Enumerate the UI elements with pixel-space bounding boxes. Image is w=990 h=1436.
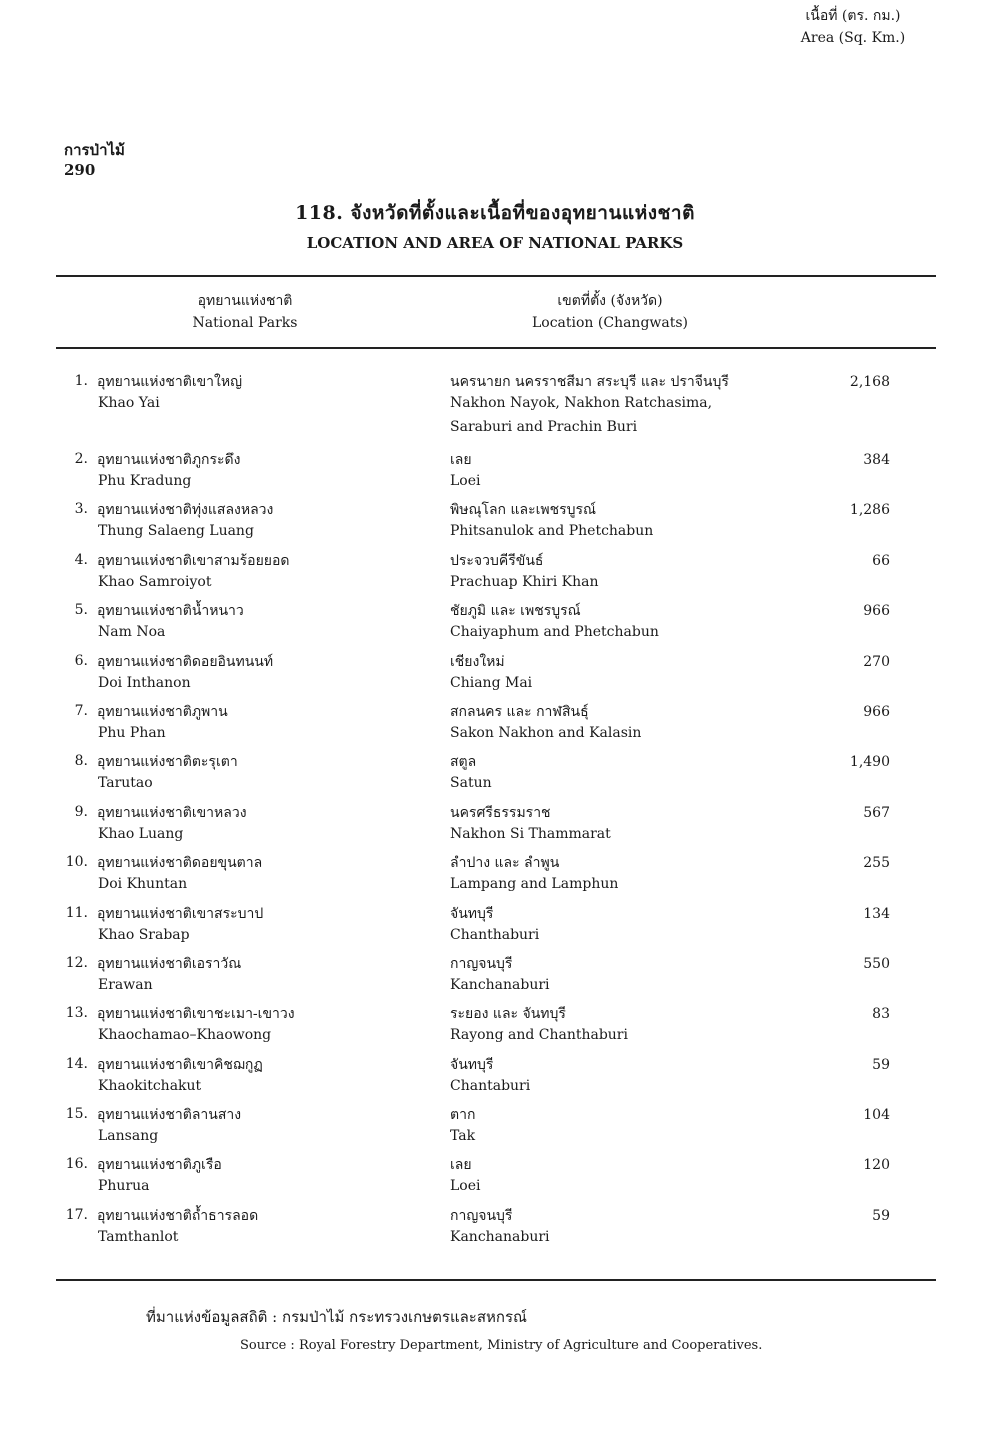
location-english: Phitsanulok and Phetchabun — [450, 523, 654, 540]
location-english: Chantaburi — [450, 1077, 531, 1094]
park-name-english: Khao Yai — [98, 395, 160, 411]
row-number: 13. — [65, 1005, 88, 1022]
area-value: 966 — [863, 703, 890, 720]
area-value: 1,286 — [849, 502, 890, 519]
row-number: 10. — [65, 854, 88, 871]
location-thai: ตาก — [450, 1107, 476, 1124]
area-value: 134 — [863, 905, 890, 922]
location-thai: กาญจนบุรี — [450, 1207, 513, 1224]
park-name-thai: อุทยานแห่งชาติภูพาน — [97, 703, 228, 720]
location-english: Kanchanaburi — [450, 1228, 550, 1245]
park-name-english: Khao Srabap — [98, 926, 190, 943]
location-thai: นครศรีธรรมราช — [450, 804, 551, 821]
location-thai: พิษณุโลก และเพชรบูรณ์ — [450, 502, 597, 519]
table-row — [0, 1001, 990, 1051]
row-number: 15. — [65, 1106, 88, 1123]
park-name-english: Khaochamao–Khaowong — [98, 1027, 272, 1044]
location-english: Rayong and Chanthaburi — [450, 1027, 628, 1044]
location-english: Prachuap Khiri Khan — [450, 573, 599, 590]
source-note-english: Source : Royal Forestry Department, Ministry of Agriculture and Cooperatives. — [240, 1338, 763, 1353]
row-number: 12. — [65, 954, 88, 971]
column-header-location-thai: เขตที่ตั้ง (จังหวัด) — [557, 293, 663, 309]
park-name-english: Khaokitchakut — [98, 1077, 202, 1094]
park-name-thai: อุทยานแห่งชาติดอยอินทนนท์ — [97, 653, 274, 670]
table-row — [0, 497, 990, 547]
table-header-rule — [56, 347, 936, 349]
location-thai: เลย — [450, 1157, 472, 1174]
park-name-english: Khao Luang — [98, 825, 184, 842]
park-name-thai: อุทยานแห่งชาติภูเรือ — [97, 1157, 222, 1174]
location-thai: สกลนคร และ กาฬสินธุ์ — [450, 703, 589, 720]
area-value: 384 — [863, 452, 890, 468]
location-english: Tak — [450, 1128, 476, 1145]
row-number: 7. — [74, 702, 88, 719]
area-value: 270 — [863, 653, 890, 670]
location-english: Chanthaburi — [450, 926, 540, 943]
column-header-parks-thai: อุทยานแห่งชาติ — [197, 293, 293, 309]
area-value: 2,168 — [849, 374, 890, 390]
park-name-english: Tarutao — [98, 775, 153, 792]
location-thai: เลย — [450, 452, 472, 468]
column-header-location-english: Location (Changwats) — [531, 315, 689, 331]
table-row — [0, 800, 990, 850]
area-value: 1,490 — [849, 754, 890, 771]
location-thai: ลำปาง และ ลำพูน — [450, 855, 560, 872]
row-number: 14. — [65, 1055, 88, 1072]
area-value: 966 — [863, 603, 890, 620]
park-name-thai: อุทยานแห่งชาติเขาสระบาป — [97, 905, 264, 922]
table-bottom-rule — [56, 1279, 936, 1281]
location-thai: จันทบุรี — [450, 1056, 494, 1073]
location-english: Nakhon Nayok, Nakhon Ratchasima, — [450, 395, 713, 411]
park-name-thai: อุทยานแห่งชาติถ้ำธารลอด — [97, 1207, 259, 1224]
location-english-continued: Saraburi and Prachin Buri — [450, 419, 638, 435]
area-value: 104 — [863, 1107, 890, 1124]
park-name-english: Lansang — [98, 1128, 159, 1145]
park-name-thai: อุทยานแห่งชาติตะรุเตา — [97, 754, 238, 771]
location-english: Loei — [450, 1178, 481, 1195]
table-row — [0, 598, 990, 648]
location-english: Chiang Mai — [450, 674, 533, 691]
table-row — [0, 447, 990, 497]
location-thai: จันทบุรี — [450, 905, 494, 922]
area-value: 567 — [863, 804, 890, 821]
park-name-thai: อุทยานแห่งชาติน้ำหนาว — [97, 603, 244, 620]
location-english: Satun — [450, 775, 492, 792]
row-number: 1. — [74, 373, 88, 389]
page-number: 290 — [64, 161, 96, 179]
table-row — [0, 850, 990, 900]
location-thai: ระยอง และ จันทบุรี — [450, 1006, 566, 1023]
table-row — [0, 1152, 990, 1202]
park-name-thai: อุทยานแห่งชาติเขาใหญ่ — [97, 374, 243, 390]
table-title-thai: 118. จังหวัดที่ตั้งและเนื้อที่ของอุทยานแห่งชาติ — [295, 202, 695, 224]
table-row — [0, 901, 990, 951]
park-name-thai: อุทยานแห่งชาติภูกระดึง — [97, 452, 241, 468]
park-name-english: Doi Khuntan — [98, 876, 188, 893]
park-name-english: Doi Inthanon — [98, 674, 191, 691]
park-name-thai: อุทยานแห่งชาติทุ่งแสลงหลวง — [97, 502, 274, 519]
table-top-rule — [56, 275, 936, 277]
park-name-english: Khao Samroiyot — [98, 573, 212, 590]
table-row — [0, 1102, 990, 1152]
source-note-thai: ที่มาแห่งข้อมูลสถิติ : กรมป่าไม้ กระทรวงเกษตรและสหกรณ์ — [146, 1308, 527, 1326]
park-name-english: Nam Noa — [98, 624, 166, 641]
column-header-location — [490, 290, 730, 334]
park-name-thai: อุทยานแห่งชาติเขาคิชฌกูฏ — [97, 1056, 263, 1073]
row-number: 3. — [74, 501, 88, 518]
location-english: Chaiyaphum and Phetchabun — [450, 624, 659, 641]
location-english: Loei — [450, 473, 481, 489]
table-row — [0, 1052, 990, 1102]
park-name-thai: อุทยานแห่งชาติลานสาง — [97, 1107, 242, 1124]
column-header-area-thai: เนื้อที่ (ตร. กม.) — [805, 8, 901, 24]
row-number: 8. — [74, 753, 88, 770]
area-value: 83 — [872, 1006, 890, 1023]
park-name-english: Thung Salaeng Luang — [98, 523, 254, 540]
area-value: 59 — [872, 1056, 890, 1073]
column-header-area-english: Area (Sq. Km.) — [800, 30, 906, 46]
row-number: 16. — [65, 1156, 88, 1173]
row-number: 2. — [74, 451, 88, 467]
location-thai: ชัยภูมิ และ เพชรบูรณ์ — [450, 603, 581, 620]
table-row — [0, 369, 990, 447]
location-thai: เชียงใหม่ — [450, 653, 505, 670]
park-name-thai: อุทยานแห่งชาติดอยขุนตาล — [97, 855, 263, 872]
section-label: การป่าไม้ — [64, 141, 125, 159]
location-thai: ประจวบคีรีขันธ์ — [450, 552, 544, 569]
table-title-english: LOCATION AND AREA OF NATIONAL PARKS — [306, 234, 684, 252]
park-name-thai: อุทยานแห่งชาติเขาสามร้อยยอด — [97, 552, 290, 569]
table-row — [0, 1203, 990, 1253]
park-name-english: Erawan — [98, 976, 153, 993]
row-number: 17. — [65, 1206, 88, 1223]
park-name-english: Phu Phan — [98, 724, 166, 741]
park-name-english: Phu Kradung — [98, 473, 192, 489]
park-name-english: Tamthanlot — [98, 1228, 179, 1245]
area-value: 59 — [872, 1207, 890, 1224]
table-body — [0, 369, 990, 1253]
table-row — [0, 699, 990, 749]
column-header-parks — [160, 290, 330, 334]
table-row — [0, 649, 990, 699]
park-name-thai: อุทยานแห่งชาติเอราวัณ — [97, 955, 242, 972]
park-name-thai: อุทยานแห่งชาติเขาชะเมา-เขาวง — [97, 1006, 295, 1023]
location-thai: สตูล — [450, 754, 477, 771]
location-english: Kanchanaburi — [450, 976, 550, 993]
table-row — [0, 951, 990, 1001]
table-row — [0, 749, 990, 799]
area-value: 255 — [863, 855, 890, 872]
column-header-area — [778, 5, 928, 49]
area-value: 550 — [863, 955, 890, 972]
location-thai: นครนายก นครราชสีมา สระบุรี และ ปราจีนบุรี — [450, 374, 729, 390]
row-number: 5. — [74, 602, 88, 619]
row-number: 11. — [65, 904, 88, 921]
area-value: 120 — [863, 1157, 890, 1174]
row-number: 6. — [74, 652, 88, 669]
location-thai: กาญจนบุรี — [450, 955, 513, 972]
park-name-thai: อุทยานแห่งชาติเขาหลวง — [97, 804, 247, 821]
row-number: 4. — [74, 551, 88, 568]
location-english: Lampang and Lamphun — [450, 876, 619, 893]
row-number: 9. — [74, 803, 88, 820]
location-english: Sakon Nakhon and Kalasin — [450, 724, 642, 741]
table-row — [0, 548, 990, 598]
page-header — [64, 140, 125, 180]
park-name-english: Phurua — [98, 1178, 150, 1195]
area-value: 66 — [872, 552, 890, 569]
column-header-parks-english: National Parks — [192, 315, 298, 331]
location-english: Nakhon Si Thammarat — [450, 825, 611, 842]
